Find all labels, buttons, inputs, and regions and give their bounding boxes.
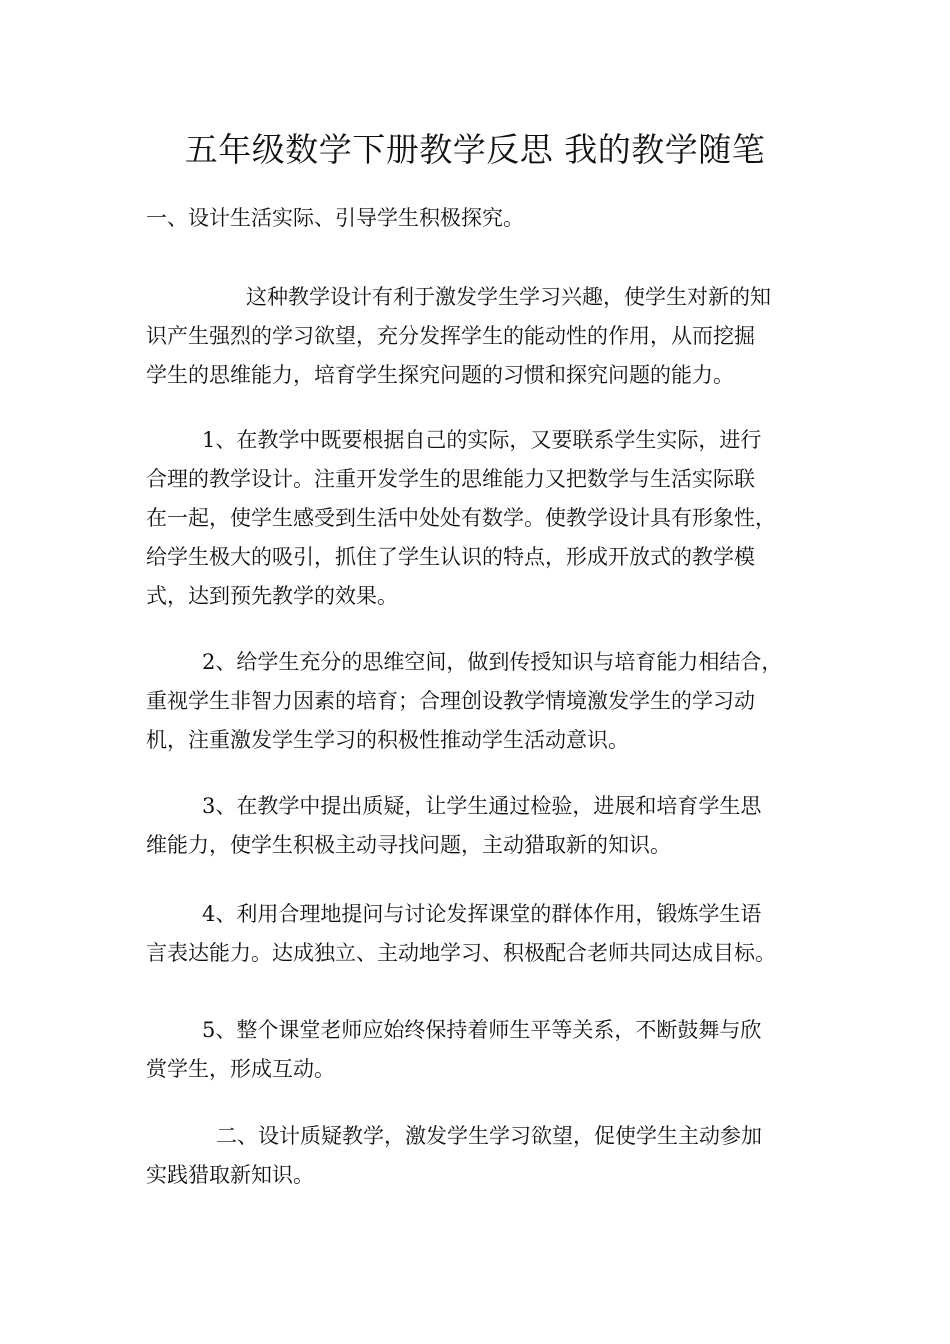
point-1-line-1: 1、在教学中既要根据自己的实际，又要联系学生实际，进行 [202,428,762,452]
section2-line-2: 实践猎取新知识。 [146,1163,314,1187]
intro-line-3: 学生的思维能力，培育学生探究问题的习惯和探究问题的能力。 [146,363,734,387]
point-3-line-2: 维能力，使学生积极主动寻找问题，主动猎取新的知识。 [146,833,671,857]
point-1-line-2: 合理的教学设计。注重开发学生的思维能力又把数学与生活实际联 [146,467,755,491]
point-1-line-5: 式，达到预先教学的效果。 [146,584,398,608]
intro-line-1: 这种教学设计有利于激发学生学习兴趣，使学生对新的知 [246,285,771,309]
point-5-line-2: 赏学生，形成互动。 [146,1057,335,1081]
point-2-line-1: 2、给学生充分的思维空间，做到传授知识与培育能力相结合， [202,650,783,674]
point-4-line-1: 4、利用合理地提问与讨论发挥课堂的群体作用，锻炼学生语 [202,902,762,926]
section2-paragraph [146,1117,818,1195]
point-1-line-4: 给学生极大的吸引，抓住了学生认识的特点，形成开放式的教学模 [146,545,755,569]
section1-heading-line: 一、设计生活实际、引导学生积极探究。 [146,206,524,230]
point-1-line-3: 在一起，使学生感受到生活中处处有数学。使教学设计具有形象性， [146,506,776,530]
point-3-line-1: 3、在教学中提出质疑，让学生通过检验，进展和培育学生思 [202,794,762,818]
point-1-paragraph [146,421,818,616]
section2-line-1: 二、设计质疑教学，激发学生学习欲望，促使学生主动参加 [216,1124,762,1148]
point-4-paragraph [146,895,818,973]
intro-line-2: 识产生强烈的学习欲望，充分发挥学生的能动性的作用，从而挖掘 [146,324,755,348]
point-5-paragraph [146,1011,818,1089]
page-title: 五年级数学下册教学反思 我的教学随笔 [184,130,766,169]
point-4-line-2: 言表达能力。达成独立、主动地学习、积极配合老师共同达成目标。 [146,941,776,965]
point-2-paragraph [146,643,818,760]
section1-heading [146,199,818,238]
point-2-line-2: 重视学生非智力因素的培育；合理创设教学情境激发学生的学习动 [146,689,755,713]
intro-paragraph [146,278,818,395]
point-5-line-1: 5、整个课堂老师应始终保持着师生平等关系，不断鼓舞与欣 [202,1018,762,1042]
point-3-paragraph [146,787,818,865]
point-2-line-3: 机，注重激发学生学习的积极性推动学生活动意识。 [146,728,629,752]
